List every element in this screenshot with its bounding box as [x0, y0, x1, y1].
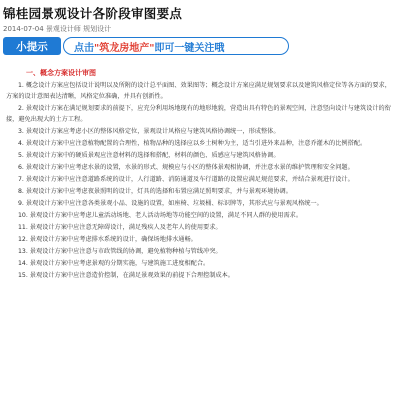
banner-highlight: "筑龙房地产"	[94, 42, 155, 54]
tip-label: 小提示	[3, 37, 61, 55]
article-body	[6, 68, 394, 282]
body-paragraph: 4. 景观设计方案中应注意植物配置的合理性，植物品种的选择应以乡土树种为主，适当引进外来品种，注意乔灌木的比例搭配。	[18, 140, 367, 147]
body-paragraph: 12. 景观设计方案中应考虑排水系统的设计，确保场地排水通畅。	[18, 236, 197, 243]
body-paragraph: 1. 概念设计方案应包括设计说明以及所附的设计总平面图、效果图等；概念设计方案应满足规划要求以及建筑风格定位等各方面的要求，方案的设计意图表达清晰，风格定位准确，并具有创新性。	[6, 82, 391, 100]
follow-banner[interactable]	[63, 37, 289, 55]
follow-tip-bar	[3, 37, 283, 55]
body-paragraph: 13. 景观设计方案中应注意与市政管线的协调，避免植物种植与管线冲突。	[18, 248, 222, 255]
body-paragraph: 5. 景观设计方案中的硬质景观应注意材料的选择和搭配，材料的颜色、质感应与建筑风格协调。	[18, 152, 280, 159]
page-title: 锦桂园景观设计各阶段审图要点	[3, 6, 183, 21]
body-paragraph: 9. 景观设计方案中应注意各类景观小品、设施的设置，如座椅、垃圾桶、标识牌等，其形式应与景观风格统一。	[18, 200, 323, 207]
banner-suffix: 即可一键关注哦	[154, 42, 225, 54]
body-paragraph: 10. 景观设计方案中应考虑儿童活动场地、老人活动场地等功能空间的设置，满足不同人群的使用需求。	[18, 212, 303, 219]
section-heading: 一、概念方案设计审图	[26, 69, 96, 77]
body-paragraph: 6. 景观设计方案中应考虑水景的设置，水景的形式、规模应与小区的整体景观相协调，并注意水景的维护管理和安全问题。	[18, 164, 354, 171]
body-paragraph: 7. 景观设计方案中应注意道路系统的设计，人行道路、消防通道及车行道路的设置应满足规范要求，并结合景观进行设计。	[18, 176, 354, 183]
body-paragraph: 8. 景观设计方案中应考虑夜景照明的设计，灯具的选择和布置应满足照明要求，并与景观环境协调。	[18, 188, 292, 195]
article-meta: 2014-07-04 景观设计师 规划设计	[3, 25, 112, 33]
body-paragraph: 11. 景观设计方案中应注意无障碍设计，满足残疾人及老年人的使用要求。	[18, 224, 222, 231]
body-paragraph: 15. 景观设计方案中应注意造价控制，在满足景观效果的前提下合理控制成本。	[18, 272, 234, 279]
body-paragraph: 14. 景观设计方案中应考虑景观的分期实施，与建筑施工进度相配合。	[18, 260, 210, 267]
body-paragraph: 2. 景观设计方案在满足规划要求的前提下，应充分利用场地现有的地形地貌，营造出具有特色的景观空间，注意竖向设计与建筑设计的衔接，避免出现大的土方工程。	[6, 105, 391, 123]
body-paragraph: 3. 景观设计方案应考虑小区的整体风格定位，景观设计风格应与建筑风格协调统一，形成整体。	[18, 128, 280, 135]
banner-prefix: 点击	[74, 42, 94, 54]
